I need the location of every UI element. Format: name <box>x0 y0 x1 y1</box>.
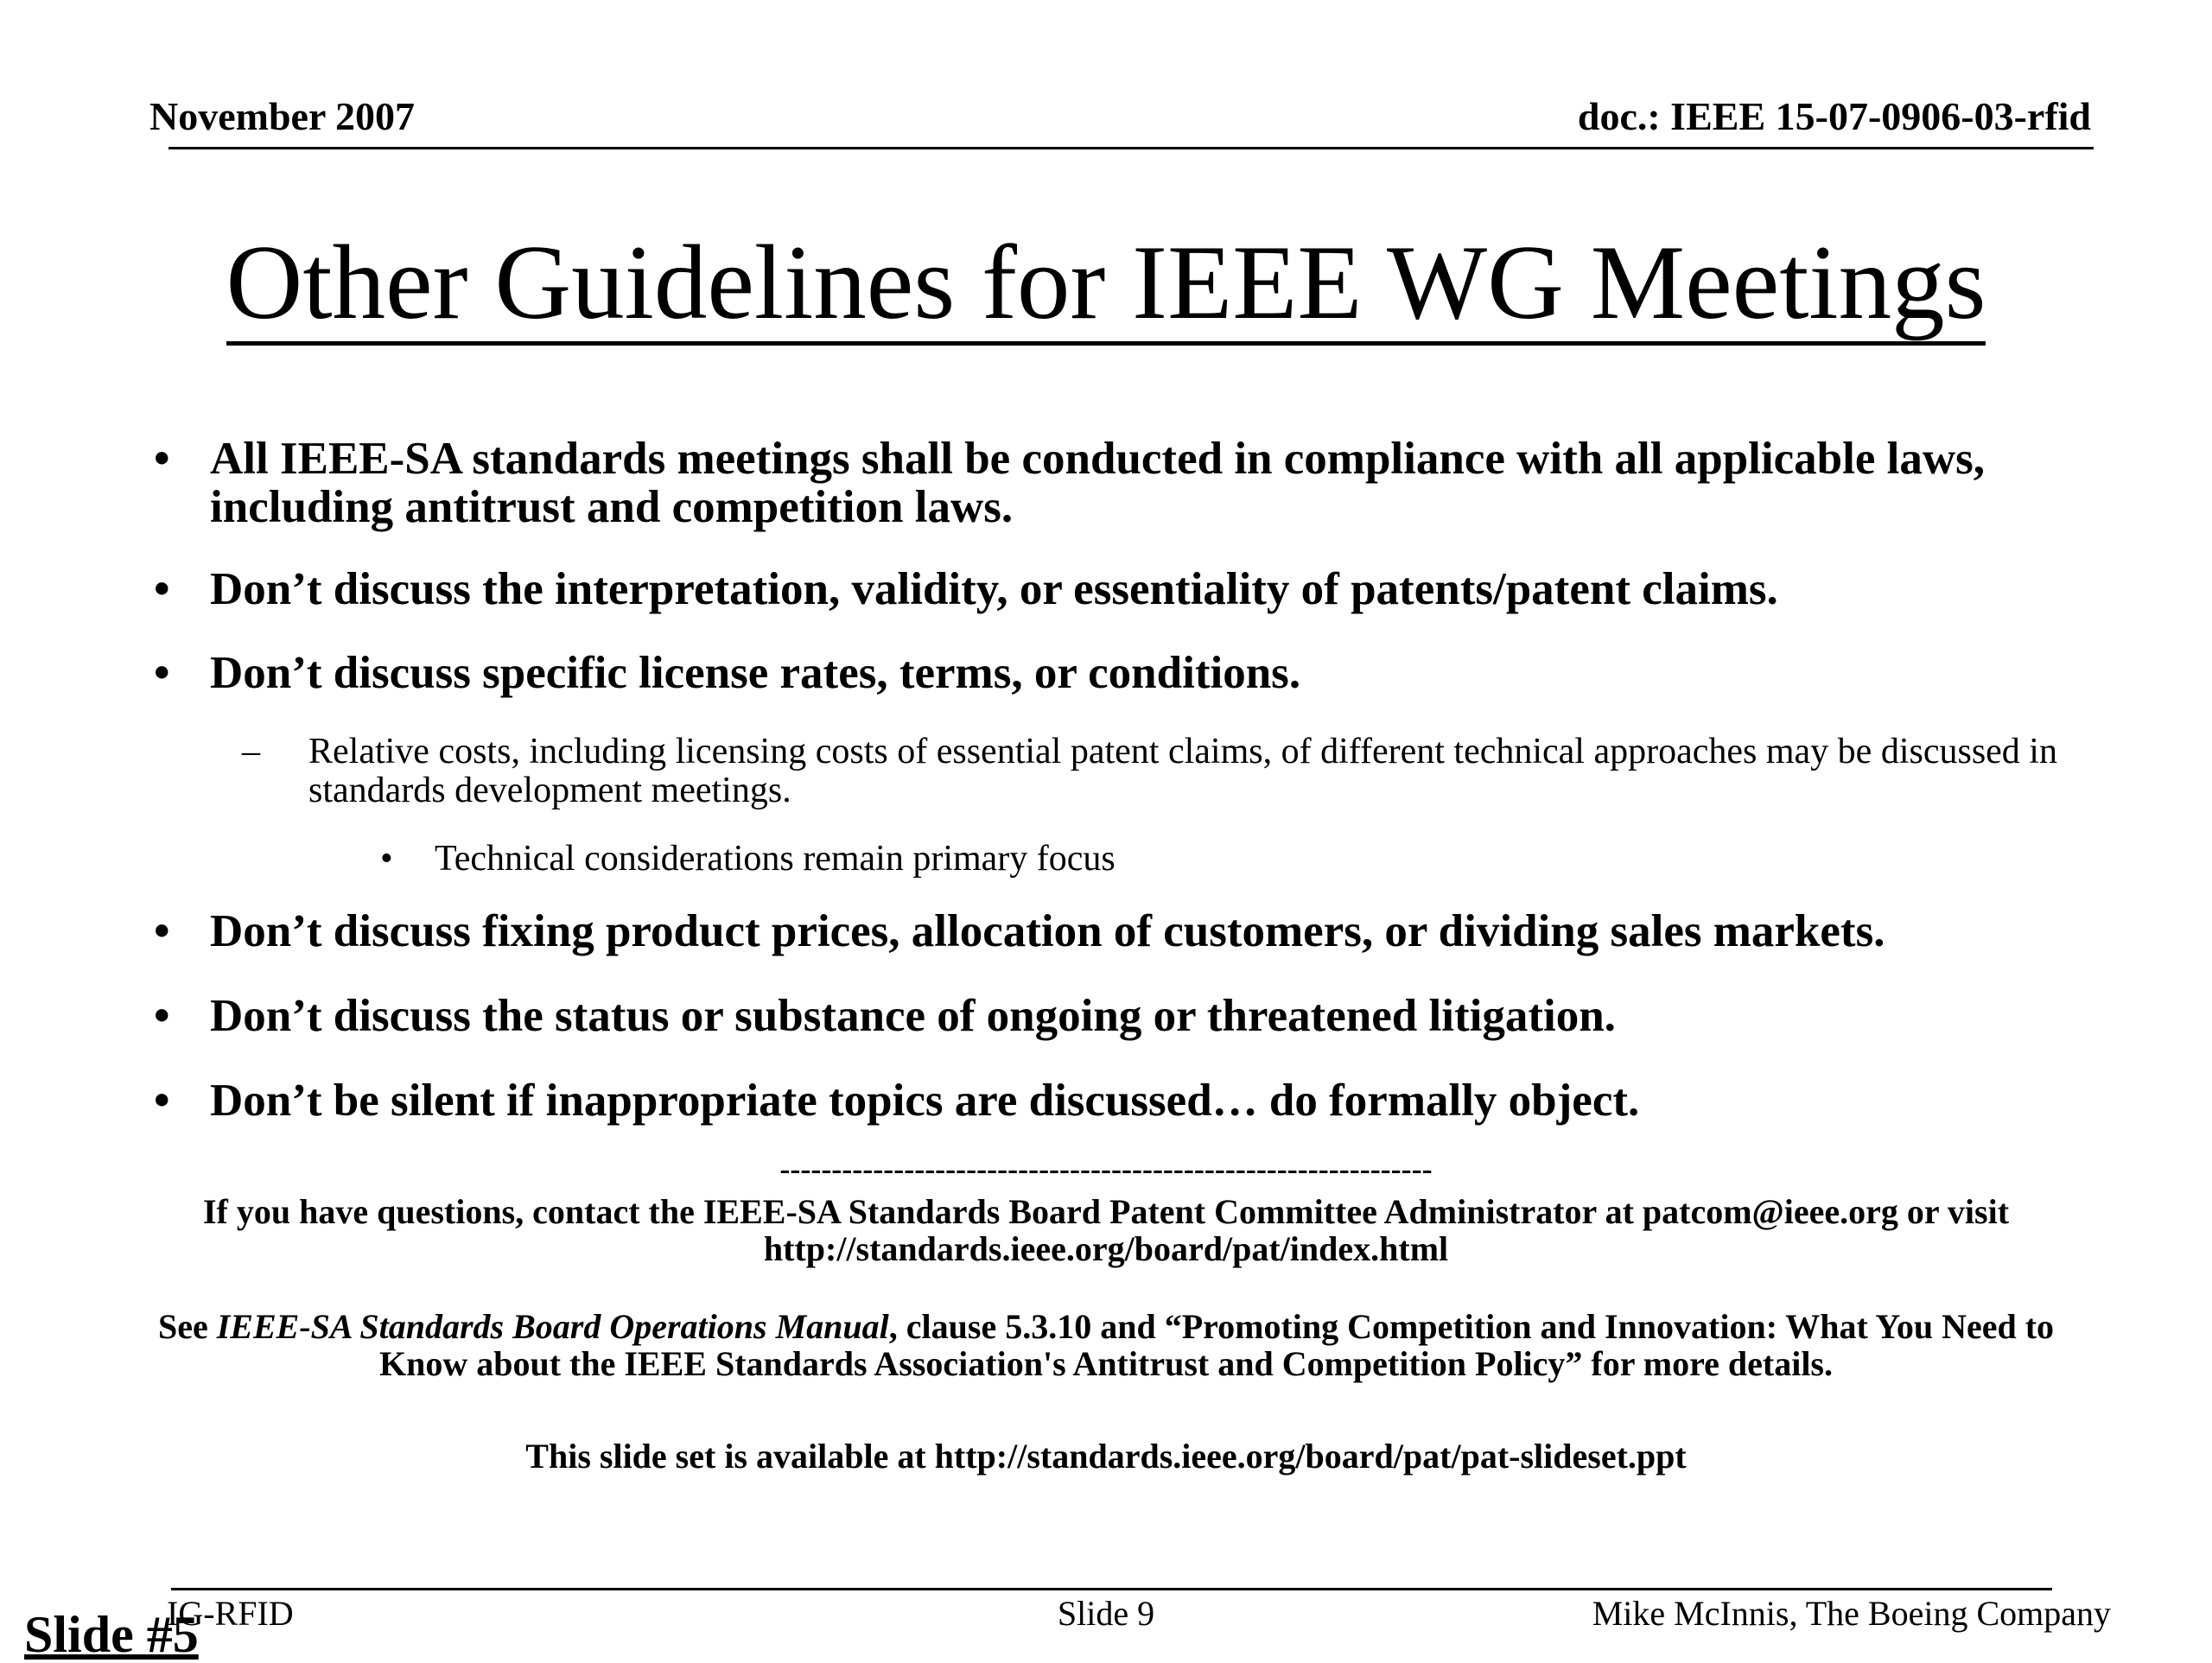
footer-author: Mike McInnis, The Boeing Company <box>1592 1594 2111 1633</box>
slide-title-text: Other Guidelines for IEEE WG Meetings <box>226 223 1986 346</box>
contact-note: If you have questions, contact the IEEE-SA Standards Board Patent Committee Administrator at patcom@ieee.org or visit http://standards.ieee.org/board/pat/index.html <box>202 1192 2010 1268</box>
see-prefix: See <box>157 1307 217 1346</box>
bullet-marker: • <box>154 991 170 1041</box>
footer-divider <box>171 1588 2052 1590</box>
slide-title <box>0 223 2212 341</box>
bullet-text: Don’t discuss the interpretation, validity, or essentiality of patents/patent claims. <box>210 564 1778 614</box>
slide-tag: Slide #5 <box>24 1606 199 1663</box>
bullet-text: Don’t be silent if inappropriate topics are discussed… do formally object. <box>210 1076 1640 1126</box>
bullet-text: Don’t discuss specific license rates, terms, or conditions. <box>210 648 1301 698</box>
bullet-marker: • <box>154 648 170 698</box>
see-suffix: , clause 5.3.10 and “Promoting Competition and Innovation: What You Need to Know about the IEEE Standards Association's Antitrust and Competition Policy” for more details. <box>378 1307 2055 1383</box>
header-doc-id: doc.: IEEE 15-07-0906-03-rfid <box>1577 94 2091 138</box>
footer-slide-number: Slide 9 <box>1057 1594 1155 1633</box>
bullet-marker: • <box>154 564 170 614</box>
bullet-marker: • <box>154 1076 170 1126</box>
bullet-marker: • <box>154 434 170 484</box>
bullet-marker: • <box>154 906 170 956</box>
sub-sub-bullet-text: Technical considerations remain primary focus <box>435 839 1116 879</box>
header-date: November 2007 <box>149 94 416 138</box>
bullet-text: Don’t discuss the status or substance of ongoing or threatened litigation. <box>210 991 1616 1041</box>
manual-title: IEEE-SA Standards Board Operations Manual <box>216 1307 889 1346</box>
bullet-text: Don’t discuss fixing product prices, allocation of customers, or dividing sales markets. <box>210 906 1885 956</box>
header-divider <box>168 147 2094 149</box>
sub-sub-bullet-marker: • <box>380 839 393 879</box>
sub-bullet-marker: – <box>242 732 260 771</box>
sub-bullet-text: Relative costs, including licensing costs of essential patent claims, of different technical approaches may be discussed in standards development meetings. <box>308 732 2057 810</box>
see-also-note <box>130 1308 2082 1382</box>
footer-group: IG-RFID <box>167 1594 294 1633</box>
dashed-divider: --------------------------------------------------------------- <box>779 1152 1433 1186</box>
bullet-text: All IEEE-SA standards meetings shall be conducted in compliance with all applicable laws, including antitrust and competition laws. <box>210 434 1986 532</box>
slideset-note: This slide set is available at http://standards.ieee.org/board/pat/pat-slideset.ppt <box>525 1437 1687 1476</box>
